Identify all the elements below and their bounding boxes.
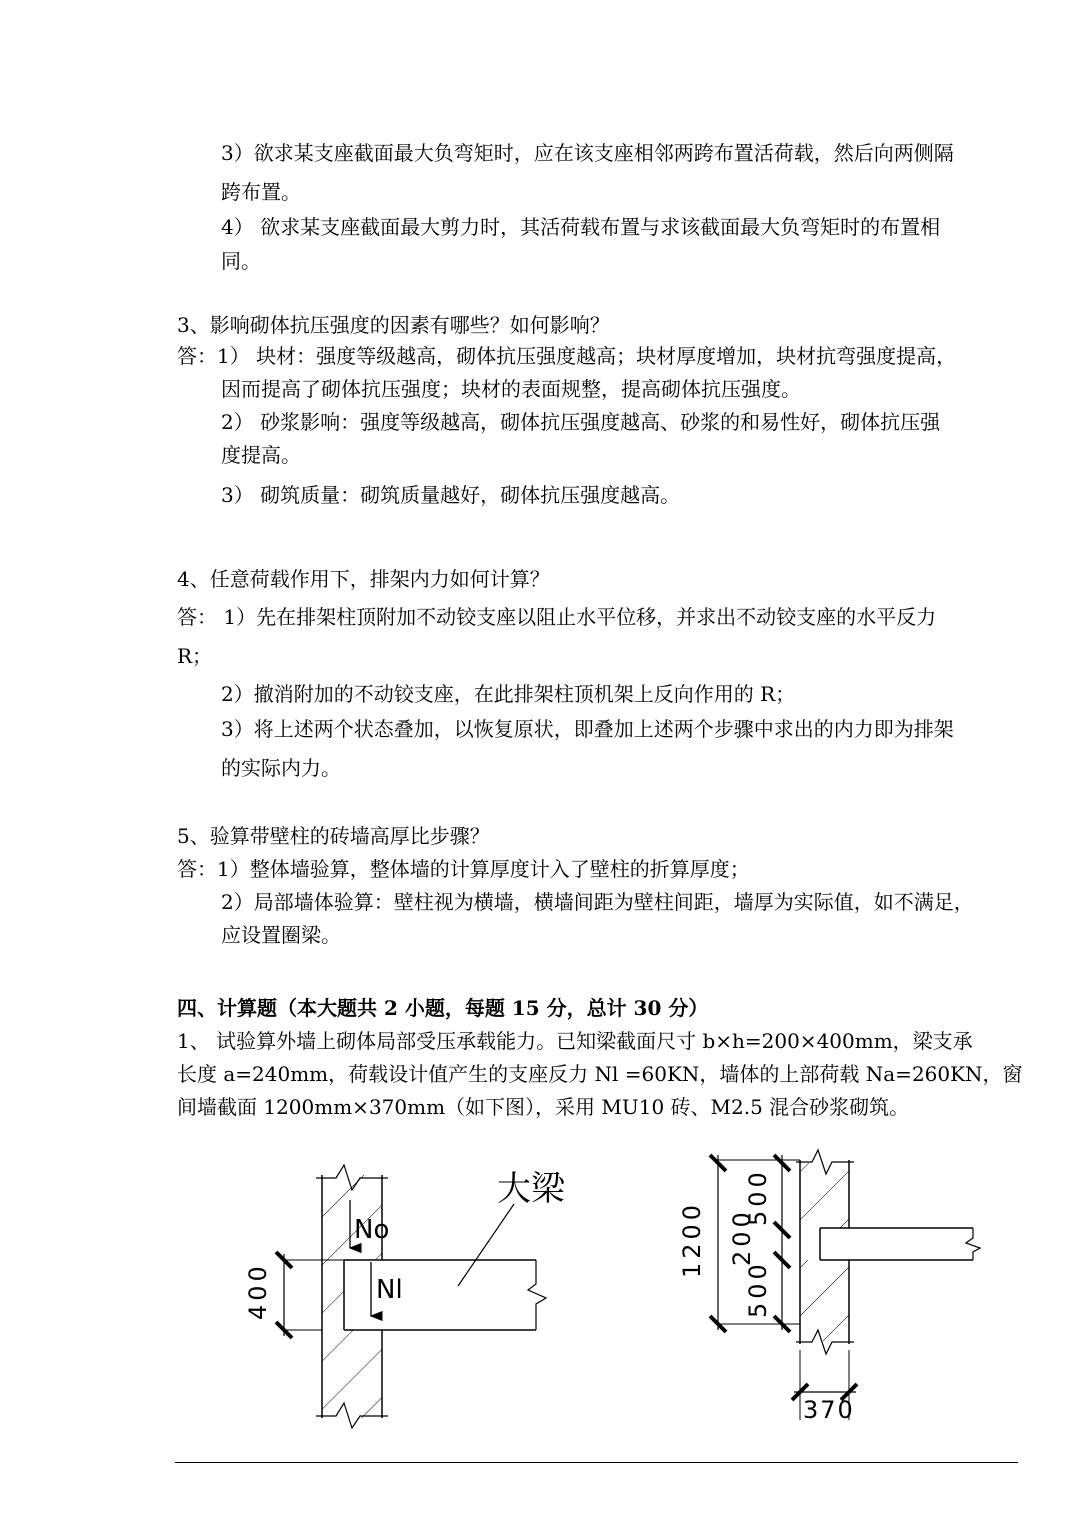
q3-answer3: 3） 砌筑质量：砌筑质量越好，砌体抗压强度越高。 xyxy=(221,483,681,507)
dim-label-1200: 1200 xyxy=(678,1200,706,1278)
q5-question: 5、验算带壁柱的砖墙高厚比步骤？ xyxy=(177,824,490,848)
q5-answer2-line2: 应设置圈梁。 xyxy=(221,923,341,947)
q3-answer1-line1: 答：1） 块材：强度等级越高，砌体抗压强度越高；块材厚度增加，块材抗弯强度提高， xyxy=(177,344,957,368)
dim-label-top-500: 500 xyxy=(744,1168,772,1226)
dim-label-bottom-500: 500 xyxy=(744,1260,772,1318)
q4-answer1-line1: 答： 1）先在排架柱顶附加不动铰支座以阻止水平位移，并求出不动铰支座的水平反力 xyxy=(177,605,937,629)
dim-label-200: 200 xyxy=(728,1208,756,1266)
load-label-no: No xyxy=(354,1215,390,1245)
section4-heading: 四、计算题（本大题共 2 小题，每题 15 分，总计 30 分） xyxy=(177,996,709,1020)
footer-rule xyxy=(175,1462,1018,1463)
problem1-line3: 间墙截面 1200mm×370mm（如下图），采用 MU10 砖、M2.5 混合砂浆砌筑。 xyxy=(177,1095,910,1119)
q3-question: 3、影响砌体抗压强度的因素有哪些？如何影响？ xyxy=(177,313,610,337)
q4-answer1-line2: R； xyxy=(177,644,213,668)
problem1-line1: 1、 试验算外墙上砌体局部受压承载能力。已知梁截面尺寸 b×h=200×400mm，梁支承 xyxy=(177,1029,973,1053)
load-label-nl: Nl xyxy=(376,1275,403,1305)
q2-item3-line1: 3）欲求某支座截面最大负弯矩时，应在该支座相邻两跨布置活荷载，然后向两侧隔 xyxy=(221,141,954,165)
q2-item4-line2: 同。 xyxy=(221,249,261,273)
q2-item3-line2: 跨布置。 xyxy=(221,180,301,204)
q3-answer1-line2: 因而提高了砌体抗压强度；块材的表面规整，提高砌体抗压强度。 xyxy=(221,377,801,401)
q5-answer1: 答：1）整体墙验算，整体墙的计算厚度计入了壁柱的折算厚度； xyxy=(177,857,750,881)
q3-answer2-line2: 度提高。 xyxy=(221,443,301,467)
beam-label: 大梁 xyxy=(497,1169,565,1209)
problem1-line2: 长度 a=240mm，荷载设计值产生的支座反力 Nl =60KN，墙体的上部荷载 Na=260KN，窗 xyxy=(177,1062,1023,1086)
q5-answer2-line1: 2）局部墙体验算：壁柱视为横墙，横墙间距为壁柱间距，墙厚为实际值，如不满足， xyxy=(221,890,974,914)
q4-question: 4、任意荷载作用下，排架内力如何计算？ xyxy=(177,567,550,591)
q4-answer3-line2: 的实际内力。 xyxy=(221,756,341,780)
q4-answer2: 2）撤消附加的不动铰支座，在此排架柱顶机架上反向作用的 R； xyxy=(221,682,796,706)
q2-item4-line1: 4） 欲求某支座截面最大剪力时，其活荷载布置与求该截面最大负弯矩时的布置相 xyxy=(221,215,941,239)
dim-label-400: 400 xyxy=(244,1262,272,1320)
q4-answer3-line1: 3）将上述两个状态叠加，以恢复原状，即叠加上述两个步骤中求出的内力即为排架 xyxy=(221,717,954,741)
dim-label-370: 370 xyxy=(803,1396,855,1424)
q3-answer2-line1: 2） 砂浆影响：强度等级越高，砌体抗压强度越高、砂浆的和易性好，砌体抗压强 xyxy=(221,410,941,434)
